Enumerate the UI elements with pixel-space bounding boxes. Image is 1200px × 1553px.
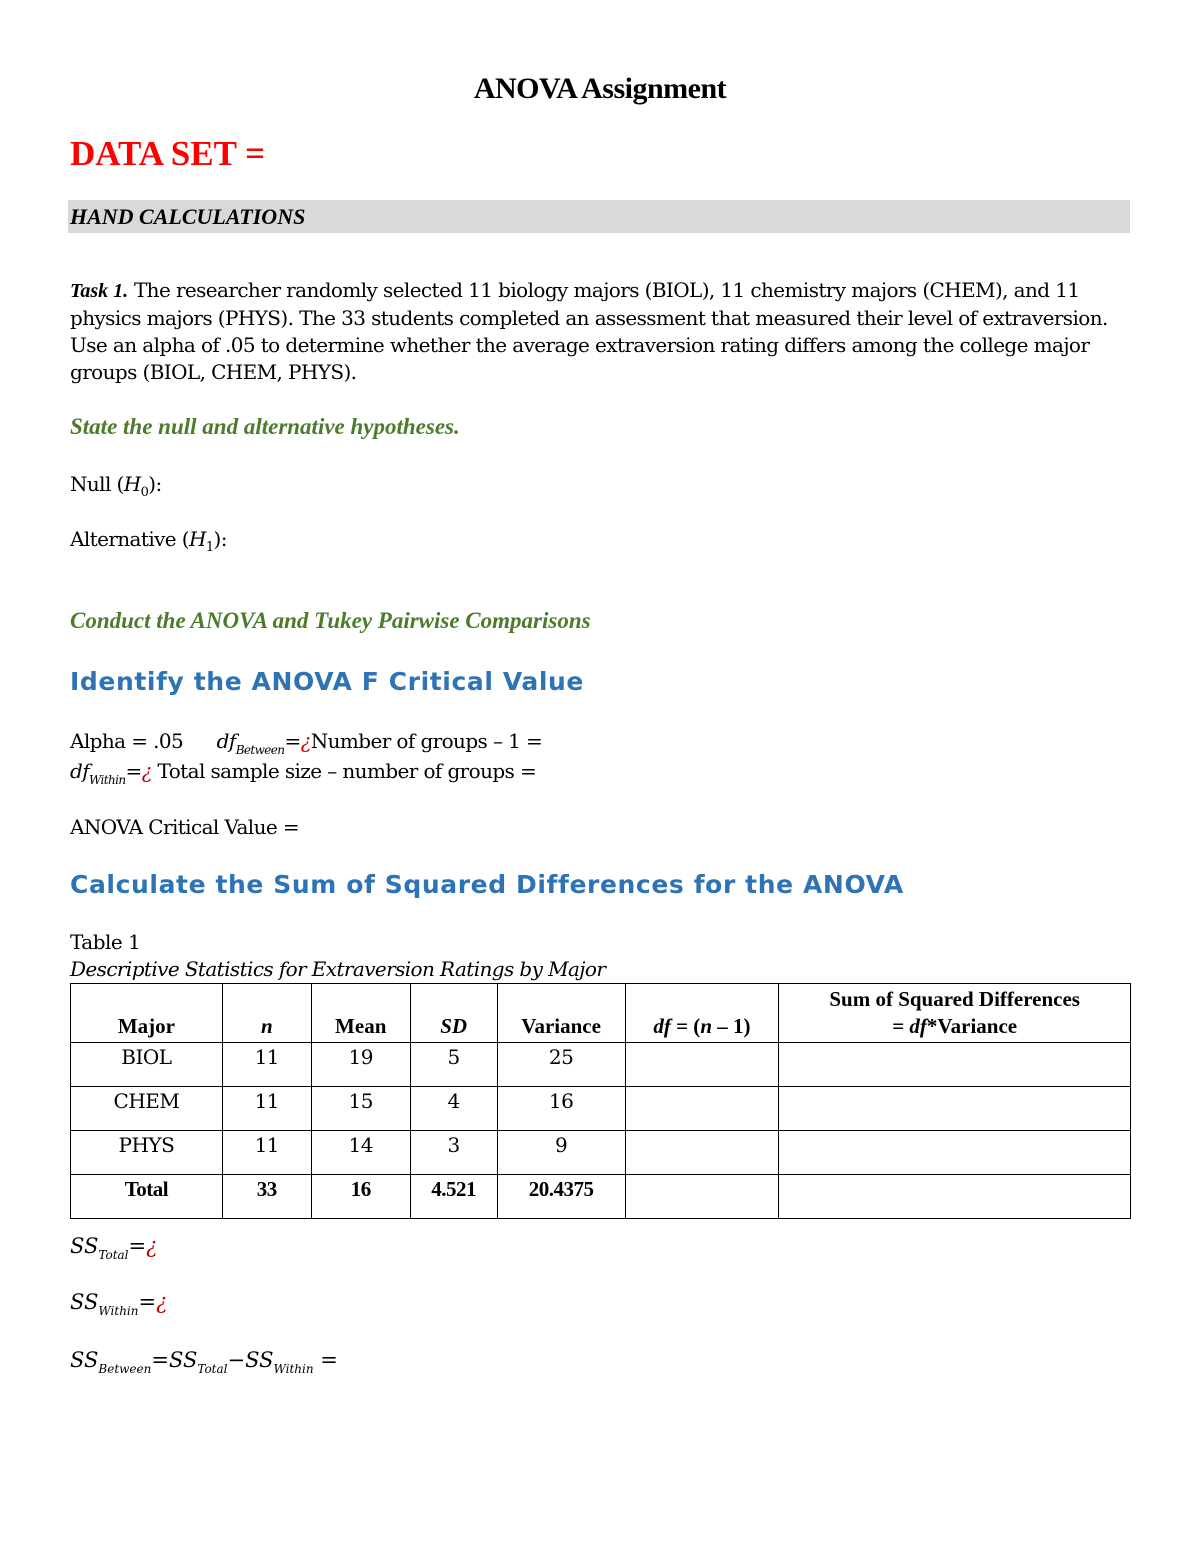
table-header-row [71, 984, 1131, 1043]
cell-major: PHYS [71, 1131, 223, 1175]
descriptive-statistics-table [70, 983, 1131, 1219]
cell-variance: 9 [497, 1131, 625, 1175]
cell-mean: 15 [311, 1087, 410, 1131]
total-n: 33 [222, 1175, 311, 1219]
header-variance: Variance [497, 984, 625, 1043]
cell-ssd[interactable] [779, 1087, 1131, 1131]
cell-ssd[interactable] [779, 1043, 1131, 1087]
cell-ssd[interactable] [779, 1131, 1131, 1175]
total-ssd[interactable] [779, 1175, 1131, 1219]
null-hypothesis-line: Null $(H_0)$: [70, 472, 162, 500]
header-df: df = (n – 1) [625, 984, 779, 1043]
total-sd: 4.521 [410, 1175, 497, 1219]
cell-df[interactable] [625, 1087, 779, 1131]
cell-variance: 25 [497, 1043, 625, 1087]
cell-n: 11 [222, 1087, 311, 1131]
dataset-label: DATA SET = [70, 134, 266, 173]
hand-calculations-bar: HAND CALCULATIONS [68, 200, 1130, 233]
alpha-text: Alpha = .05 [70, 729, 184, 753]
total-variance: 20.4375 [497, 1175, 625, 1219]
task-paragraph [70, 277, 1130, 386]
task-label: Task 1. [70, 280, 129, 302]
table-row [71, 1131, 1131, 1175]
cell-sd: 4 [410, 1087, 497, 1131]
cell-n: 11 [222, 1131, 311, 1175]
cell-variance: 16 [497, 1087, 625, 1131]
header-n: n [222, 984, 311, 1043]
cell-major: CHEM [71, 1087, 223, 1131]
conduct-anova-heading: Conduct the ANOVA and Tukey Pairwise Comparisons [70, 608, 591, 633]
table-row [71, 1087, 1131, 1131]
ss-between-formula: $SS_{Between}=SS_{Total}-SS_{Within}$ = [70, 1348, 338, 1376]
df-between-line: Alpha = .05 $df_{Between}=¿Number$ of groups – 1 = [70, 729, 543, 757]
ss-total-formula: $SS_{Total}=¿$ [70, 1234, 158, 1262]
task-text: The researcher randomly selected 11 biology majors (BIOL), 11 chemistry majors (CHEM), and 11 physics majors (PHYS). The 33 students completed an assessment that measured their level of extraversion. Use an alpha of .05 to determine whether the average extraversion rating differs among the college major groups (BIOL, CHEM, PHYS). [70, 278, 1108, 384]
header-sd: SD [410, 984, 497, 1043]
header-major: Major [71, 984, 223, 1043]
cell-mean: 19 [311, 1043, 410, 1087]
table-total-row [71, 1175, 1131, 1219]
hypotheses-heading: State the null and alternative hypotheses. [70, 414, 460, 439]
table-row [71, 1043, 1131, 1087]
ss-within-formula: $SS_{Within}=¿$ [70, 1290, 168, 1318]
critical-value-heading: Identify the ANOVA F Critical Value [70, 667, 584, 696]
cell-df[interactable] [625, 1043, 779, 1087]
total-df[interactable] [625, 1175, 779, 1219]
df-within-line: $df_{Within}=¿$ Total sample size – number of groups = [70, 759, 537, 787]
document-title: ANOVA Assignment [473, 72, 727, 105]
ss-heading: Calculate the Sum of Squared Differences for the ANOVA [70, 870, 904, 899]
header-mean: Mean [311, 984, 410, 1043]
critical-value-line: ANOVA Critical Value = [70, 815, 300, 839]
header-sum-squared-differences: Sum of Squared Differences = df*Variance [779, 984, 1131, 1043]
alternative-hypothesis-line: Alternative $(H_1)$: [70, 527, 227, 555]
cell-mean: 14 [311, 1131, 410, 1175]
total-major: Total [71, 1175, 223, 1219]
cell-sd: 3 [410, 1131, 497, 1175]
cell-n: 11 [222, 1043, 311, 1087]
total-mean: 16 [311, 1175, 410, 1219]
cell-sd: 5 [410, 1043, 497, 1087]
table-label: Table 1 [70, 930, 141, 954]
cell-df[interactable] [625, 1131, 779, 1175]
table-title: Descriptive Statistics for Extraversion Ratings by Major [70, 957, 606, 981]
cell-major: BIOL [71, 1043, 223, 1087]
